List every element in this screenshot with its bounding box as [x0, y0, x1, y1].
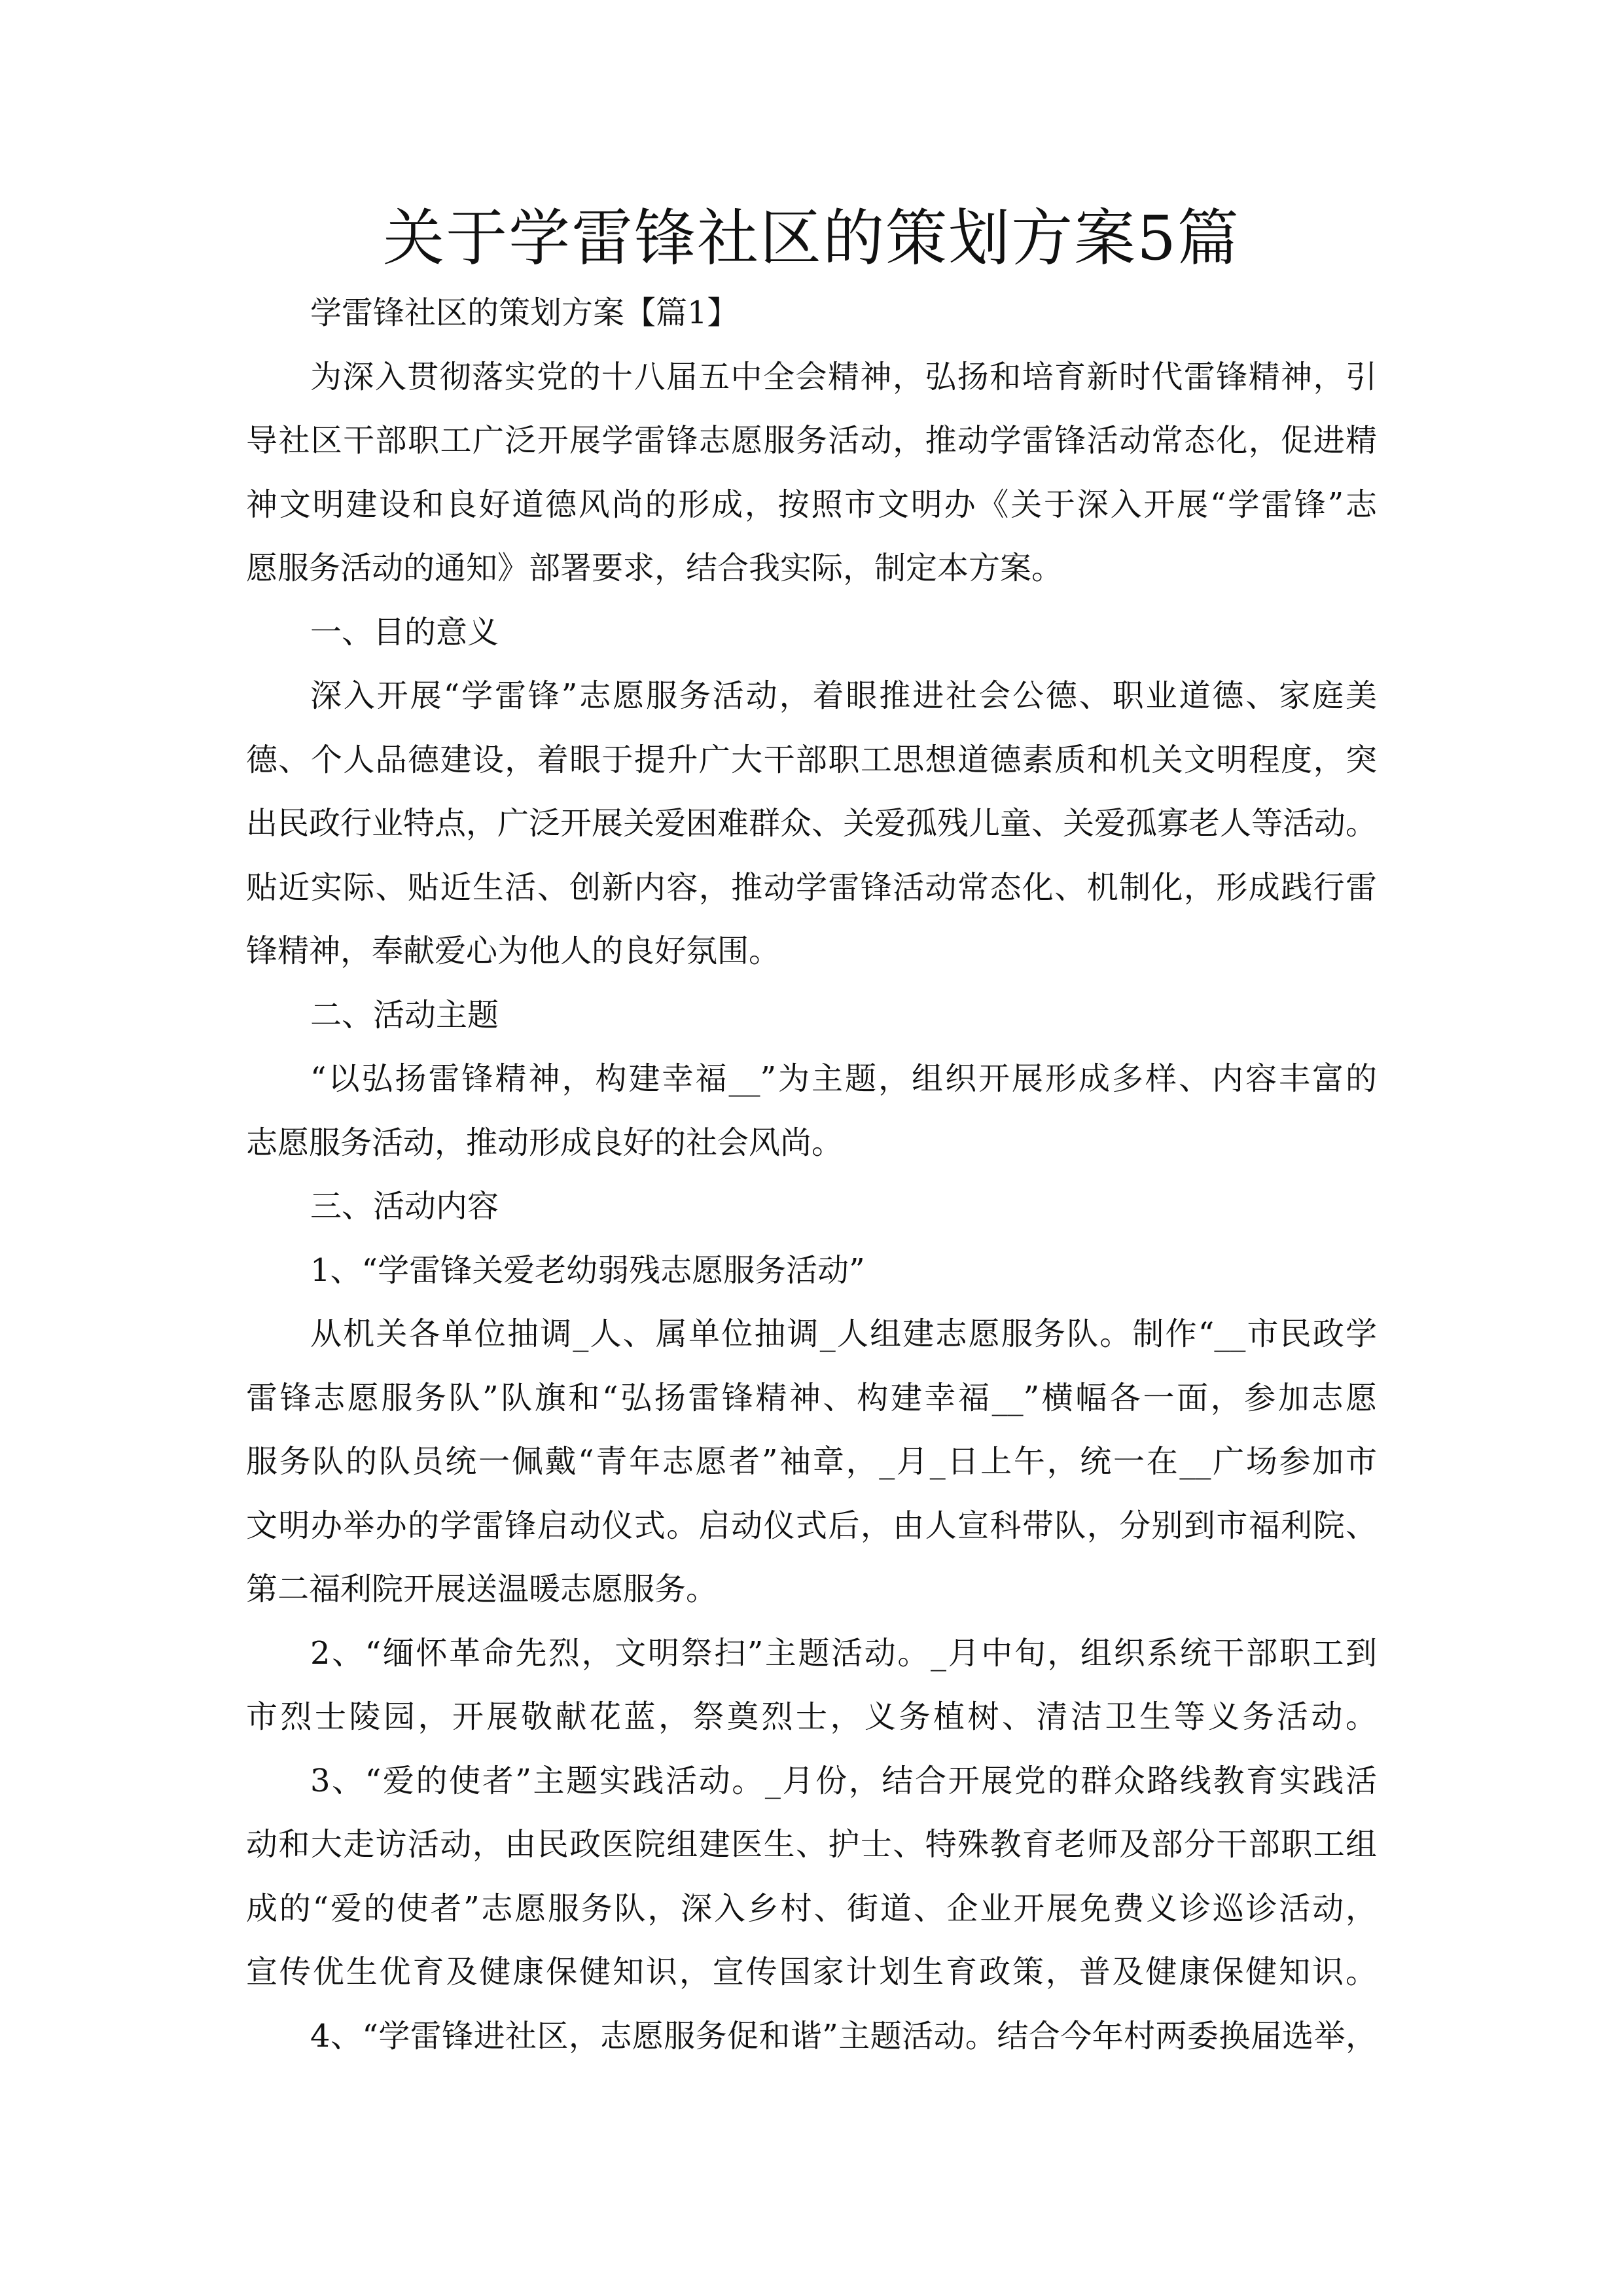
- document-title: 关于学雷锋社区的策划方案5篇: [383, 203, 1240, 274]
- paragraph-line: 4、“学雷锋进社区，志愿服务促和谐”主题活动。结合今年村两委换届选举，: [310, 2017, 1377, 2054]
- paragraph-line: 服务队的队员统一佩戴“青年志愿者”袖章，_月_日上午，统一在__广场参加市: [246, 1443, 1377, 1480]
- section-heading: 二、活动主题: [310, 996, 499, 1033]
- subsection-heading: 1、“学雷锋关爱老幼弱残志愿服务活动”: [310, 1251, 865, 1289]
- paragraph-line: 3、“爱的使者”主题实践活动。_月份，结合开展党的群众路线教育实践活: [310, 1762, 1377, 1799]
- paragraph-line: 雷锋志愿服务队”队旗和“弘扬雷锋精神、构建幸福__”横幅各一面，参加志愿: [246, 1379, 1377, 1416]
- paragraph-line: 市烈士陵园，开展敬献花蓝，祭奠烈士，义务植树、清洁卫生等义务活动。: [246, 1698, 1377, 1735]
- paragraph-line: 从机关各单位抽调_人、属单位抽调_人组建志愿服务队。制作“__市民政学: [310, 1316, 1377, 1352]
- section-heading: 一、目的意义: [310, 613, 499, 651]
- paragraph-line: 出民政行业特点，广泛开展关爱困难群众、关爱孤残儿童、关爱孤寡老人等活动。: [246, 805, 1378, 842]
- paragraph-line: 贴近实际、贴近生活、创新内容，推动学雷锋活动常态化、机制化，形成践行雷: [246, 869, 1377, 906]
- paragraph-line: 动和大走访活动，由民政医院组建医生、护士、特殊教育老师及部分干部职工组: [246, 1826, 1377, 1863]
- paragraph-line: 第二福利院开展送温暖志愿服务。: [246, 1571, 718, 1607]
- paragraph-line: “以弘扬雷锋精神，构建幸福__”为主题，组织开展形成多样、内容丰富的: [310, 1060, 1377, 1097]
- paragraph-line: 成的“爱的使者”志愿服务队，深入乡村、街道、企业开展免费义诊巡诊活动，: [246, 1890, 1377, 1927]
- paragraph-line: 宣传优生优育及健康保健知识，宣传国家计划生育政策，普及健康保健知识。: [246, 1954, 1377, 1990]
- paragraph-line: 为深入贯彻落实党的十八届五中全会精神，弘扬和培育新时代雷锋精神，引: [310, 358, 1377, 395]
- paragraph-line: 导社区干部职工广泛开展学雷锋志愿服务活动，推动学雷锋活动常态化，促进精: [246, 422, 1377, 459]
- section-heading: 学雷锋社区的策划方案【篇1】: [310, 295, 739, 331]
- paragraph-line: 文明办举办的学雷锋启动仪式。启动仪式后，由人宣科带队，分别到市福利院、: [246, 1507, 1377, 1544]
- paragraph-line: 志愿服务活动，推动形成良好的社会风尚。: [246, 1124, 844, 1161]
- paragraph-line: 2、“缅怀革命先烈，文明祭扫”主题活动。_月中旬，组织系统干部职工到: [310, 1634, 1377, 1672]
- paragraph-line: 锋精神，奉献爱心为他人的良好氛围。: [246, 933, 781, 969]
- section-heading: 三、活动内容: [310, 1188, 499, 1225]
- paragraph-line: 深入开展“学雷锋”志愿服务活动，着眼推进社会公德、职业道德、家庭美: [310, 677, 1377, 714]
- paragraph-line: 德、个人品德建设，着眼于提升广大干部职工思想道德素质和机关文明程度，突: [246, 741, 1377, 778]
- paragraph-line: 愿服务活动的通知》部署要求，结合我实际，制定本方案。: [246, 550, 1063, 586]
- paragraph-line: 神文明建设和良好道德风尚的形成，按照市文明办《关于深入开展“学雷锋”志: [246, 486, 1377, 523]
